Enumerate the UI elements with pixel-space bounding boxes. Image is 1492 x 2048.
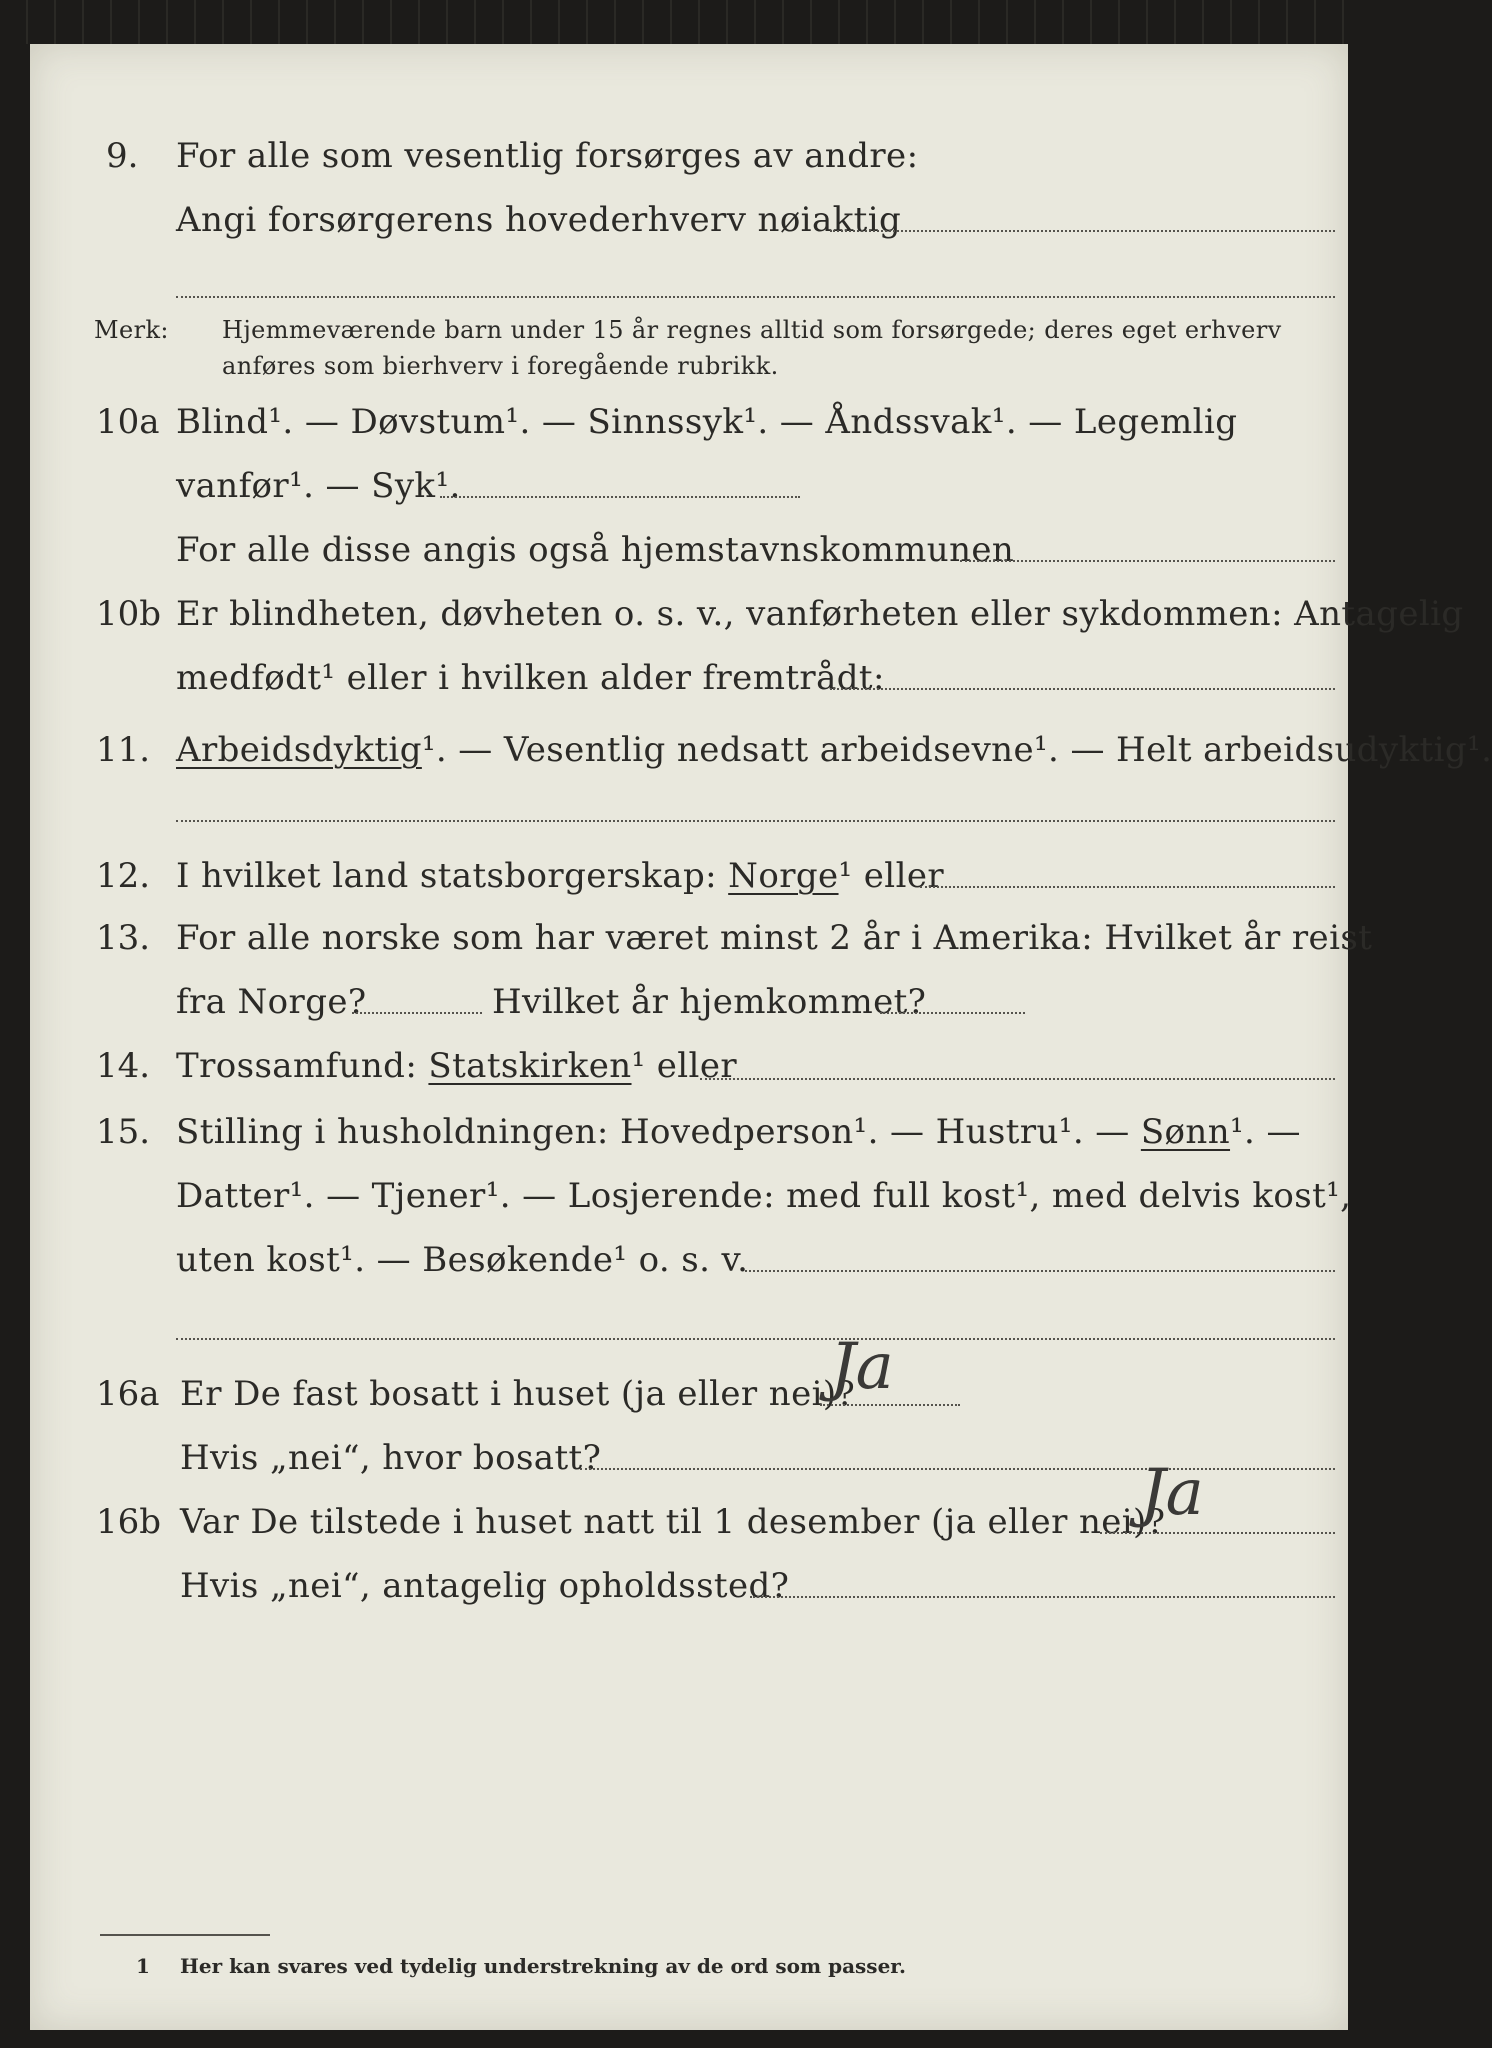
q16b-handwritten-answer: Ja xyxy=(1140,1456,1204,1530)
q16a-followup: Hvis „nei“, hvor bosatt? xyxy=(180,1438,602,1478)
q11-other-options: ¹. — Vesentlig nedsatt arbeidsevne¹. — Helt arbeidsudyktig¹. xyxy=(421,730,1492,770)
q12-number: 12. xyxy=(96,856,151,896)
q12-answer-line[interactable] xyxy=(920,886,1335,888)
q12-selected-option[interactable]: Norge xyxy=(728,856,839,896)
q16a-answer-line[interactable] xyxy=(820,1404,960,1406)
merk-text-2: anføres som bierhverv i foregående rubrikk. xyxy=(222,352,779,380)
q9-number: 9. xyxy=(106,136,139,176)
q13-question: For alle norske som har været minst 2 år i Amerika: Hvilket år reist xyxy=(176,918,1373,958)
q14-selected-option[interactable]: Statskirken xyxy=(428,1046,632,1086)
q16a-number: 16a xyxy=(96,1374,160,1414)
q9-answer-line-2[interactable] xyxy=(176,296,1335,298)
q10b-number: 10b xyxy=(96,594,162,634)
q16b-number: 16b xyxy=(96,1502,162,1542)
footnote-text: Her kan svares ved tydelig understrekning av de ord som passer. xyxy=(180,1954,906,1978)
q14-answer-line[interactable] xyxy=(700,1078,1335,1080)
scan-border xyxy=(0,0,1363,44)
q9-question: For alle som vesentlig forsørges av andre: xyxy=(176,136,919,176)
q12-suffix: ¹ eller xyxy=(838,856,945,896)
q15-answer-line-2[interactable] xyxy=(176,1338,1335,1340)
q10a-number: 10a xyxy=(96,402,160,442)
q11-number: 11. xyxy=(96,730,151,770)
q13-hjemkommet-label: Hvilket år hjemkommet? xyxy=(492,982,927,1022)
q13-hjemkommet-line[interactable] xyxy=(880,1012,1025,1014)
q14-label: Trossamfund: xyxy=(176,1046,429,1086)
q11-options xyxy=(176,730,1492,770)
q10a-options: Blind¹. — Døvstum¹. — Sinnssyk¹. — Åndssvak¹. — Legemlig xyxy=(176,402,1238,442)
q16b-followup: Hvis „nei“, antagelig opholdssted? xyxy=(180,1566,790,1606)
q16a-question: Er De fast bosatt i huset (ja eller nei)? xyxy=(180,1374,856,1414)
q9-subquestion: Angi forsørgerens hovederhverv nøiaktig xyxy=(176,200,902,240)
q15-selected-option[interactable]: Sønn xyxy=(1140,1112,1231,1152)
q15-options-2: Datter¹. — Tjener¹. — Losjerende: med full kost¹, med delvis kost¹, xyxy=(176,1176,1352,1216)
q16a-followup-line[interactable] xyxy=(580,1468,1335,1470)
q15-question xyxy=(176,1112,1301,1152)
q13-number: 13. xyxy=(96,918,151,958)
q15-suffix: ¹. — xyxy=(1230,1112,1301,1152)
q16b-question: Var De tilstede i huset natt til 1 desember (ja eller nei)? xyxy=(180,1502,1166,1542)
q10b-question-2: medfødt¹ eller i hvilken alder fremtrådt: xyxy=(176,658,885,698)
footnote-rule xyxy=(100,1934,270,1936)
q10b-answer-line[interactable] xyxy=(830,688,1335,690)
q15-answer-line[interactable] xyxy=(745,1270,1335,1272)
q15-label: Stilling i husholdningen: Hovedperson¹. — Hustru¹. — xyxy=(176,1112,1141,1152)
q16b-answer-line[interactable] xyxy=(1100,1532,1335,1534)
q14-number: 14. xyxy=(96,1046,151,1086)
form-page xyxy=(30,44,1492,2030)
q10b-question: Er blindheten, døvheten o. s. v., vanførheten eller sykdommen: Antagelig xyxy=(176,594,1464,634)
q15-options-3: uten kost¹. — Besøkende¹ o. s. v. xyxy=(176,1240,749,1280)
q16a-handwritten-answer: Ja xyxy=(830,1330,894,1404)
q10a-hometown-question: For alle disse angis også hjemstavnskommunen xyxy=(176,530,1015,570)
q13-reist-line[interactable] xyxy=(352,1012,482,1014)
q9-answer-line[interactable] xyxy=(830,230,1335,232)
q12-question xyxy=(176,856,944,896)
q10a-options-2: vanfør¹. — Syk¹. xyxy=(176,466,461,506)
q14-question xyxy=(176,1046,737,1086)
q14-suffix: ¹ eller xyxy=(631,1046,737,1086)
merk-text-1: Hjemmeværende barn under 15 år regnes alltid som forsørgede; deres eget erhverv xyxy=(222,316,1282,344)
q12-label: I hvilket land statsborgerskap: xyxy=(176,856,729,896)
q13-reist-label: fra Norge? xyxy=(176,982,367,1022)
q11-answer-line[interactable] xyxy=(176,820,1335,822)
q10a-answer-line[interactable] xyxy=(440,496,800,498)
q11-selected-option[interactable]: Arbeidsdyktig xyxy=(176,730,422,770)
q16b-followup-line[interactable] xyxy=(750,1596,1335,1598)
merk-label: Merk: xyxy=(94,316,169,344)
q15-number: 15. xyxy=(96,1112,151,1152)
footnote-marker: 1 xyxy=(136,1954,150,1978)
q10a-hometown-line[interactable] xyxy=(960,560,1335,562)
